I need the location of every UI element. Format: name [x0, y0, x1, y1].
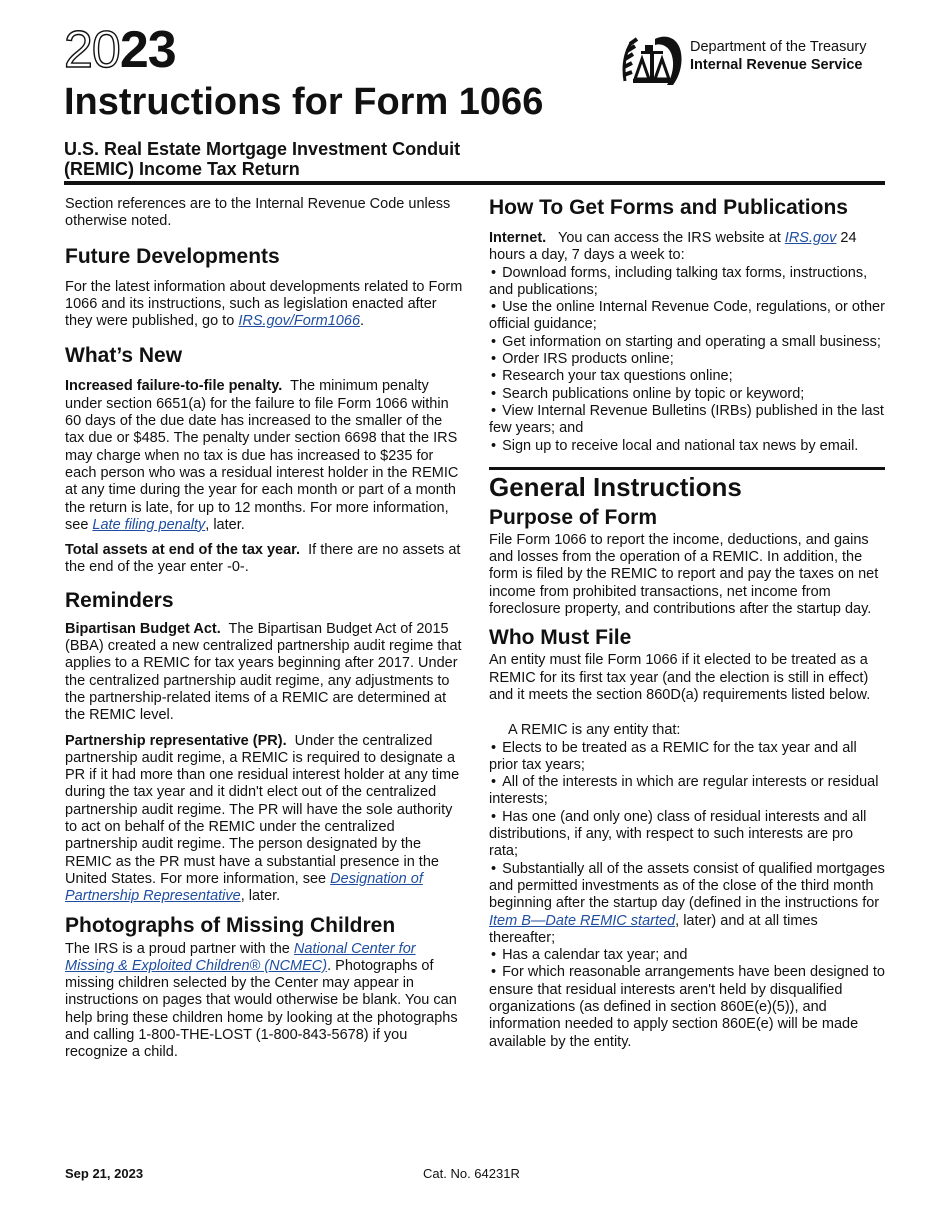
- lead-total-assets: Total assets at end of the tax year.: [65, 542, 301, 559]
- heading-future-developments: Future Developments: [65, 244, 280, 268]
- year-outline-digits: 20: [64, 21, 120, 79]
- link-designation-of-pr[interactable]: Designation of Partnership Representative: [65, 870, 423, 905]
- remic-requirements-list: [489, 740, 885, 1051]
- future-developments-text: For the latest information about developments related to Form 1066 and its instructions, such as legislation enacted after they were published, go to IRS.gov/Form1066.: [65, 278, 463, 330]
- agency-line-1: Department of the Treasury: [690, 39, 867, 55]
- list-item: • Get information on starting and operating a small business;: [489, 334, 885, 351]
- purpose-of-form-text: File Form 1066 to report the income, deductions, and gains and losses from the operation of a REMIC. In addition, the form is filed by the REMIC to report and pay the taxes on net income from prohibited transactions, net income from foreclosure property, and contributions after the startup day.: [489, 531, 879, 618]
- heading-how-to-get-forms: How To Get Forms and Publications: [489, 196, 848, 219]
- heading-missing-children: Photographs of Missing Children: [65, 913, 396, 937]
- list-item: • Search publications online by topic or keyword;: [489, 386, 885, 403]
- heading-whats-new: What’s New: [65, 344, 183, 368]
- general-instructions-rule: [489, 467, 885, 470]
- list-item: • Research your tax questions online;: [489, 368, 885, 385]
- page-title: Instructions for Form 1066: [64, 81, 544, 123]
- lead-failure-to-file: Increased failure-to-file penalty.: [65, 378, 283, 395]
- forms-bullet-list: [489, 265, 885, 455]
- forms-internet-paragraph: Internet. You can access the IRS website at IRS.gov 24 hours a day, 7 days a week to:: [489, 230, 857, 264]
- subtitle-line-2: (REMIC) Income Tax Return: [64, 159, 300, 179]
- subtitle-line-1: U.S. Real Estate Mortgage Investment Conduit: [64, 139, 461, 159]
- lead-bba: Bipartisan Budget Act.: [65, 620, 221, 637]
- who-must-file-text: An entity must file Form 1066 if it elected to be treated as a REMIC for its first tax year (and the election is still in effect) and it meets the section 860D(a) requirements listed below.: [489, 652, 871, 703]
- heading-who-must-file: Who Must File: [489, 626, 632, 650]
- list-item: • Elects to be treated as a REMIC for the tax year and all prior tax years;: [489, 740, 885, 775]
- lead-partnership-representative: Partnership representative (PR).: [65, 732, 287, 749]
- list-item: • Download forms, including talking tax forms, instructions, and publications;: [489, 265, 885, 300]
- section-references-note: Section references are to the Internal Revenue Code unless otherwise noted.: [65, 196, 451, 230]
- reminders-bba-paragraph: Bipartisan Budget Act. The Bipartisan Budget Act of 2015 (BBA) created a new centralized partnership audit regime that applies to a REMIC for tax years beginning after 2017. Under the centralized partnership audit regime, any adjustments to the partnership-related items of a REMIC are determined at the REMIC level.: [65, 620, 466, 724]
- link-irs-gov[interactable]: IRS.gov: [784, 230, 837, 246]
- list-item: • Sign up to receive local and national tax news by email.: [489, 438, 885, 455]
- list-item: • Order IRS products online;: [489, 351, 885, 368]
- heading-purpose-of-form: Purpose of Form: [489, 505, 658, 529]
- left-column: [65, 196, 465, 1070]
- list-item: • All of the interests in which are regular interests or residual interests;: [489, 774, 885, 809]
- remic-definition-intro: A REMIC is any entity that:: [508, 722, 681, 739]
- list-item: • For which reasonable arrangements have been designed to ensure that residual interests aren't held by disqualified organizations (as defined in section 860E(e)(5)), and information needed to apply section 860E(e) will be made available by the entity.: [489, 964, 885, 1050]
- agency-name: [690, 38, 867, 74]
- right-column: [489, 196, 885, 1051]
- whats-new-total-assets-paragraph: Total assets at end of the tax year. If there are no assets at the end of the year enter -0-.: [65, 542, 465, 576]
- irs-eagle-logo-icon: [621, 31, 685, 89]
- agency-line-2: Internal Revenue Service: [690, 57, 863, 73]
- list-item: • Use the online Internal Revenue Code, regulations, or other official guidance;: [489, 299, 885, 334]
- link-item-b-date-remic-started[interactable]: Item B—Date REMIC started: [489, 912, 676, 929]
- list-item: • Has one (and only one) class of residual interests and all distributions, if any, with respect to such interests are pro rata;: [489, 809, 885, 861]
- revision-date: Sep 21, 2023: [65, 1166, 144, 1181]
- link-late-filing-penalty[interactable]: Late filing penalty: [92, 516, 206, 533]
- link-irs-gov-form1066[interactable]: IRS.gov/Form1066: [238, 313, 361, 330]
- list-item: • Has a calendar tax year; and: [489, 947, 885, 964]
- header-rule: [64, 181, 885, 185]
- heading-reminders: Reminders: [65, 588, 174, 612]
- whats-new-penalty-paragraph: Increased failure-to-file penalty. The minimum penalty under section 6651(a) for the failure to file Form 1066 within 60 days of the due date has increased to the smaller of the tax due or $485. The penalty under section 6698 that the IRS may charge when no tax is due has increased to $235 for each person who was a residual interest holder in the REMIC at any time during the year for each month or part of a month the return is late, for up to 12 months. For more information, see Late filing penalty, later.: [65, 378, 463, 533]
- list-item: • View Internal Revenue Bulletins (IRBs) published in the last few years; and: [489, 403, 885, 438]
- missing-children-paragraph: The IRS is a proud partner with the National Center for Missing & Exploited Children® (NCMEC). Photographs of missing children selected by the Center may appear in instructions on pages that would otherwise be blank. You can help bring these children home by looking at the photographs and calling 1-800-THE-LOST (1-800-843-5678) if you recognize a child.: [65, 940, 458, 1061]
- reminders-pr-paragraph: Partnership representative (PR). Under the centralized partnership audit regime, a REMIC is required to designate a PR if it had more than one residual interest holder at any time during the tax year and it didn't elect out of the centralized partnership audit regime. The PR will have the sole authority to act on behalf of the REMIC under the centralized partnership audit regime. The person designated by the REMIC as the PR must have a substantial presence in the United States. For more information, see Designation of Partnership Representative, later.: [65, 732, 464, 905]
- lead-internet: Internet.: [489, 230, 547, 246]
- page-subtitle: [64, 139, 460, 179]
- year-solid-digits: 23: [119, 21, 176, 79]
- form-year: [64, 21, 176, 79]
- list-item: • Substantially all of the assets consist of qualified mortgages and permitted investments as of the close of the third month beginning after the startup day (defined in the instructions for Item B—Date REMIC started, later) and at all times thereafter;: [489, 861, 885, 947]
- catalog-number: Cat. No. 64231R: [423, 1166, 520, 1181]
- irs-logo-block: [621, 31, 867, 89]
- heading-general-instructions: General Instructions: [489, 471, 742, 502]
- link-ncmec[interactable]: National Center for Missing & Exploited Children® (NCMEC): [65, 940, 416, 974]
